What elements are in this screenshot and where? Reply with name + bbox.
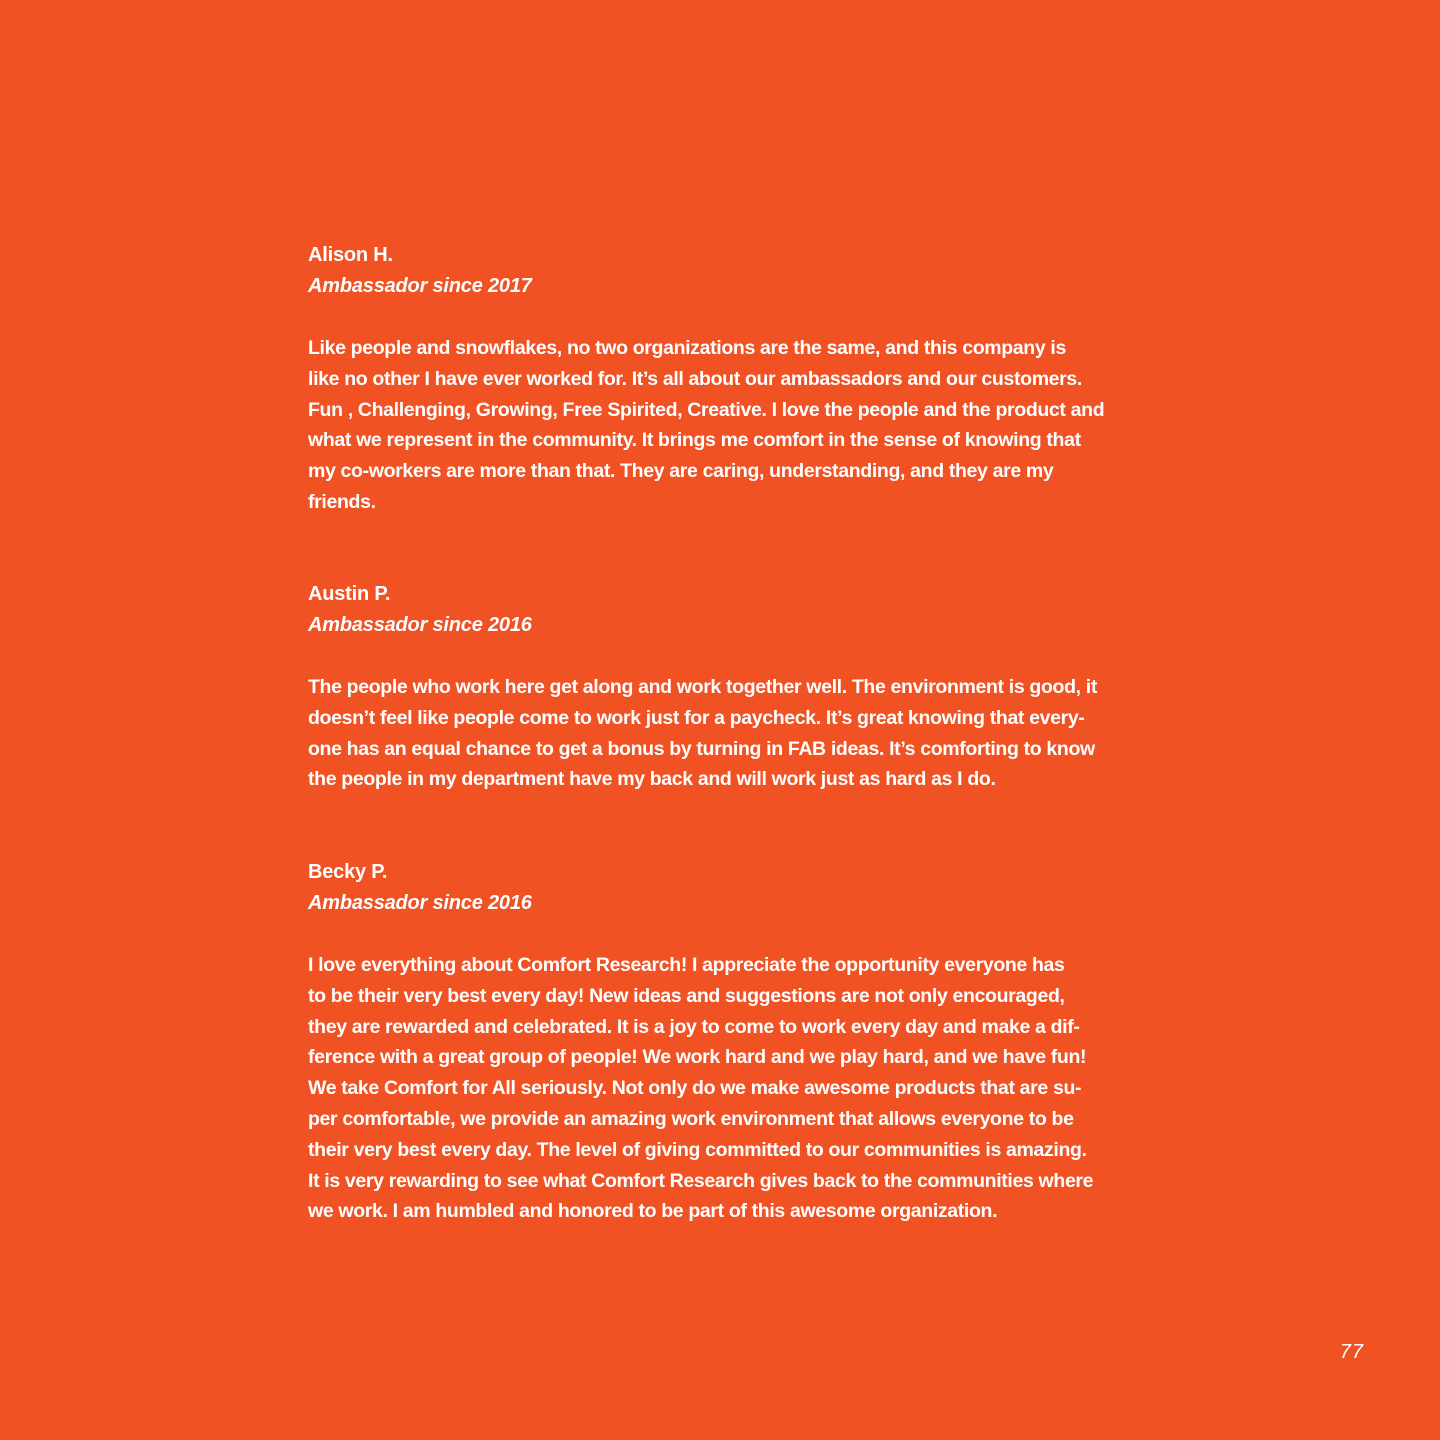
testimonial-becky — [308, 857, 1093, 1227]
quote-line: Like people and snowflakes, no two organizations are the same, and this company is — [308, 337, 1066, 359]
testimonial-quote — [308, 672, 1097, 795]
testimonial-quote — [308, 950, 1093, 1227]
quote-line: to be their very best every day! New ideas and suggestions are not only encouraged, — [308, 984, 1065, 1007]
testimonial-since: Ambassador since 2016 — [308, 892, 532, 914]
quote-line: friends. — [308, 490, 376, 513]
testimonial-since: Ambassador since 2016 — [308, 614, 532, 636]
testimonial-name: Austin P. — [308, 583, 391, 605]
quote-line: Fun , Challenging, Growing, Free Spirited, Creative. I love the people and the product and — [308, 398, 1105, 421]
testimonial-alison — [308, 240, 1104, 518]
testimonial-name: Becky P. — [308, 861, 388, 883]
quote-line: I love everything about Comfort Research! I appreciate the opportunity everyone has — [308, 954, 1065, 976]
quote-line: the people in my department have my back and will work just as hard as I do. — [308, 768, 996, 791]
testimonial-austin — [308, 579, 1097, 795]
quote-line: their very best every day. The level of giving committed to our communities is amazing. — [308, 1138, 1087, 1161]
testimonial-name: Alison H. — [308, 244, 393, 266]
quote-line: like no other I have ever worked for. It’s all about our ambassadors and our customers. — [308, 367, 1082, 390]
quote-line: my co-workers are more than that. They are caring, understanding, and they are my — [308, 460, 1054, 483]
quote-line: per comfortable, we provide an amazing work environment that allows everyone to be — [308, 1107, 1074, 1130]
quote-line: one has an equal chance to get a bonus by turning in FAB ideas. It’s comforting to know — [308, 737, 1095, 760]
quote-line: It is very rewarding to see what Comfort Research gives back to the communities where — [308, 1169, 1094, 1192]
quote-line: we work. I am humbled and honored to be part of this awesome organization. — [308, 1200, 998, 1223]
quote-line: The people who work here get along and work together well. The environment is good, it — [308, 676, 1097, 698]
quote-line: doesn’t feel like people come to work just for a paycheck. It’s great knowing that every- — [308, 706, 1085, 729]
quote-line: ference with a great group of people! We work hard and we play hard, and we have fun! — [308, 1046, 1087, 1069]
testimonial-since: Ambassador since 2017 — [308, 275, 532, 297]
page-number: 77 — [1339, 1341, 1364, 1363]
quote-line: We take Comfort for All seriously. Not only do we make awesome products that are su- — [308, 1077, 1082, 1100]
quote-line: they are rewarded and celebrated. It is a joy to come to work every day and make a dif- — [308, 1015, 1080, 1038]
quote-line: what we represent in the community. It brings me comfort in the sense of knowing that — [308, 429, 1081, 452]
testimonial-quote — [308, 333, 1104, 518]
